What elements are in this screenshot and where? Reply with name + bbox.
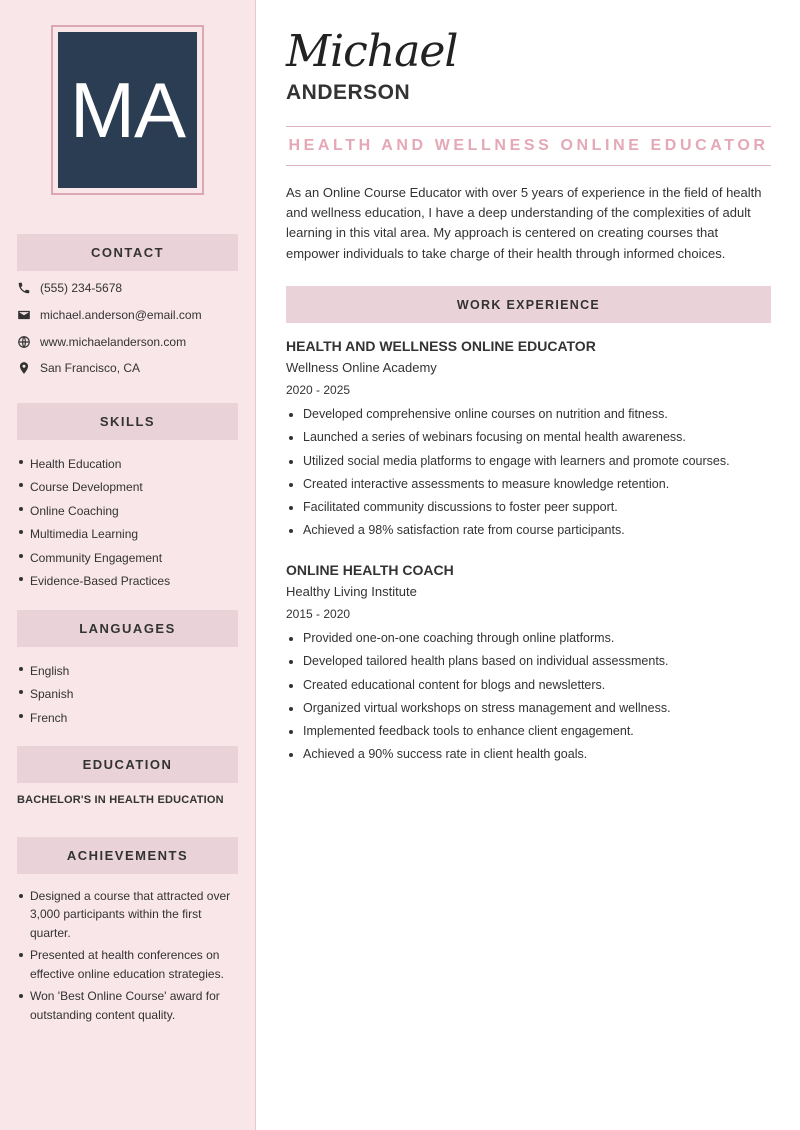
skill-item: Community Engagement (17, 547, 242, 570)
skills-heading: SKILLS (17, 403, 238, 440)
achievements-list (17, 887, 239, 1024)
education-degree: BACHELOR'S IN HEALTH EDUCATION (17, 794, 224, 806)
work-experience-heading: WORK EXPERIENCE (286, 286, 771, 323)
job-bullet: Utilized social media platforms to engage with learners and promote courses. (286, 454, 776, 477)
job-company: Healthy Living Institute (286, 584, 417, 599)
language-item: French (17, 707, 242, 730)
email-text[interactable]: michael.anderson@email.com (40, 308, 202, 322)
skill-item: Multimedia Learning (17, 523, 242, 546)
contact-phone (17, 279, 247, 297)
profile-summary: As an Online Course Educator with over 5 years of experience in the field of health and wellness education, I have a deep understanding of the complexities of adult learning in this vital area. My approach is centered on creating courses that empower individuals to take charge of their health through informed choices. (286, 185, 762, 261)
skill-item: Online Coaching (17, 500, 242, 523)
job-bullet: Implemented feedback tools to enhance client engagement. (286, 724, 776, 747)
phone-icon (17, 281, 31, 295)
contact-website (17, 333, 247, 351)
phone-text: (555) 234-5678 (40, 281, 123, 295)
job-bullet: Developed tailored health plans based on individual assessments. (286, 654, 776, 677)
contact-email (17, 306, 247, 324)
job-bullet: Created educational content for blogs and newsletters. (286, 678, 776, 701)
job-dates: 2020 - 2025 (286, 383, 351, 397)
job-entry (286, 562, 776, 771)
job-bullet: Developed comprehensive online courses on nutrition and fitness. (286, 407, 776, 430)
skill-item: Health Education (17, 453, 242, 476)
languages-heading: LANGUAGES (17, 610, 238, 647)
email-icon (17, 308, 31, 322)
job-bullets (286, 407, 776, 547)
job-dates: 2015 - 2020 (286, 607, 351, 621)
language-item: English (17, 660, 242, 683)
job-title-banner: HEALTH AND WELLNESS ONLINE EDUCATOR (286, 126, 771, 166)
achievement-item: Presented at health conferences on effective online education strategies. (17, 946, 239, 983)
first-name: Michael (286, 26, 458, 77)
contact-heading: CONTACT (17, 234, 238, 271)
education-heading: EDUCATION (17, 746, 238, 783)
sidebar (0, 0, 256, 1130)
skill-item: Evidence-Based Practices (17, 570, 242, 593)
contact-location (17, 359, 247, 377)
achievement-item: Designed a course that attracted over 3,000 participants within the first quarter. (17, 887, 239, 942)
skill-item: Course Development (17, 476, 242, 499)
job-title: ONLINE HEALTH COACH (286, 562, 454, 578)
job-bullet: Launched a series of webinars focusing on mental health awareness. (286, 430, 776, 453)
globe-icon (17, 335, 31, 349)
monogram: MA (58, 32, 197, 188)
skills-list (17, 453, 242, 593)
languages-list (17, 660, 242, 730)
job-bullet: Created interactive assessments to measure knowledge retention. (286, 477, 776, 500)
job-entry (286, 338, 776, 547)
job-bullet: Achieved a 90% success rate in client health goals. (286, 747, 776, 770)
language-item: Spanish (17, 683, 242, 706)
job-bullet: Achieved a 98% satisfaction rate from course participants. (286, 523, 776, 546)
monogram-frame (51, 25, 204, 195)
website-text[interactable]: www.michaelanderson.com (40, 335, 187, 349)
job-title: HEALTH AND WELLNESS ONLINE EDUCATOR (286, 338, 596, 354)
achievements-heading: ACHIEVEMENTS (17, 837, 238, 874)
achievement-item: Won 'Best Online Course' award for outstanding content quality. (17, 987, 239, 1024)
location-text: San Francisco, CA (40, 361, 141, 375)
job-bullet: Organized virtual workshops on stress management and wellness. (286, 701, 776, 724)
job-bullets (286, 631, 776, 771)
last-name: ANDERSON (286, 81, 411, 104)
job-company: Wellness Online Academy (286, 360, 437, 375)
job-bullet: Facilitated community discussions to foster peer support. (286, 500, 776, 523)
location-pin-icon (17, 361, 31, 375)
job-bullet: Provided one-on-one coaching through online platforms. (286, 631, 776, 654)
